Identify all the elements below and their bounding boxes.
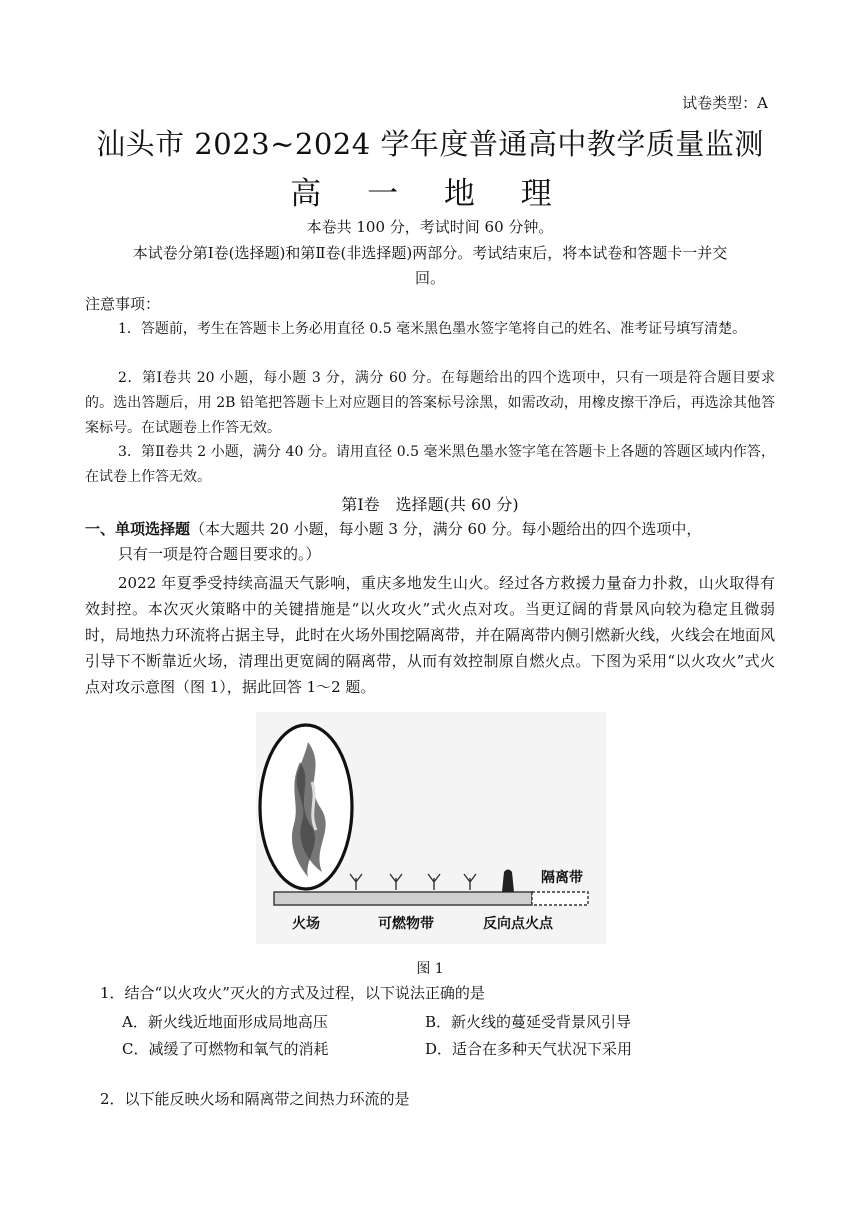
question-1-option-c: C．减缓了可燃物和氧气的消耗: [122, 1040, 329, 1058]
question-type-desc: （本大题共 20 小题，每小题 3 分，满分 60 分。每小题给出的四个选项中，: [190, 520, 702, 538]
figure-caption: 图 1: [416, 961, 444, 977]
ground-bar: [274, 892, 532, 905]
parts-line-1: 本试卷分第Ⅰ卷(选择题)和第Ⅱ卷(非选择题)两部分。考试结束后，将本试卷和答题卡一并交: [132, 244, 728, 262]
notes-item-3: 3．第Ⅱ卷共 2 小题，满分 40 分。请用直径 0.5 毫米黑色墨水签字笔在答题卡上各题的答题区域内作答，在试卷上作答无效。: [85, 444, 775, 485]
exam-title: 汕头市 2023~2024 学年度普通高中教学质量监测: [96, 127, 764, 161]
paper-type-label: 试卷类型：A: [682, 94, 768, 112]
parts-line-2: 回。: [414, 269, 445, 287]
question-1-stem: 1．结合“以火攻火”灭火的方式及过程，以下说法正确的是: [100, 984, 485, 1002]
question-1-option-d: D．适合在多种天气状况下采用: [425, 1040, 633, 1058]
firebreak-bar: [532, 892, 588, 905]
figure-1-diagram: [256, 712, 606, 944]
question-type-desc-2: 只有一项是符合题目要求的。）: [118, 545, 321, 563]
question-1-option-b: B．新火线的蔓延受背景风引导: [425, 1013, 632, 1031]
notes-heading: 注意事项：: [85, 295, 161, 313]
label-fire-site: 火场: [292, 916, 320, 932]
figure-1: [256, 712, 606, 944]
question-2-stem: 2．以下能反映火场和隔离带之间热力环流的是: [100, 1090, 410, 1108]
question-type-label: 一、单项选择题: [85, 520, 191, 538]
question-type-line: [85, 518, 775, 541]
notes-item-1: 1．答题前，考生在答题卡上务必用直径 0.5 毫米黑色墨水签字笔将自己的姓名、准考证号填写清楚。: [118, 321, 747, 337]
label-fuel-belt: 可燃物带: [378, 916, 434, 932]
section-heading: 第Ⅰ卷 选择题(共 60 分): [341, 495, 519, 514]
reading-passage: 2022 年夏季受持续高温天气影响，重庆多地发生山火。经过各方救援力量奋力扑救，山火取得有效封控。本次灭火策略中的关键措施是“以火攻火”式火点对攻。当更辽阔的背景风向较为稳定且微弱时，局地热力环流将占据主导，此时在火场外围挖隔离带，并在隔离带内侧引燃新火线，火线会在地面风引导下不断靠近火场，清理出更宽阔的隔离带，从而有效控制原自燃火点。下图为采用“以火攻火”式火点对攻示意图（图 1），据此回答 1～2 题。: [85, 574, 776, 696]
notes-item-2: 2．第Ⅰ卷共 20 小题，每小题 3 分，满分 60 分。在每题给出的四个选项中，只有一项是符合题目要求的。选出答题后，用 2B 铅笔把答题卡上对应题目的答案标号涂黑，如需改动，用橡皮擦干净后，再选涂其他答案标号。在试题卷上作答无效。: [85, 370, 775, 436]
question-1-option-a: A．新火线近地面形成局地高压: [122, 1013, 328, 1031]
score-time-line: 本卷共 100 分，考试时间 60 分钟。: [306, 218, 554, 236]
label-backfire: 反向点火点: [483, 916, 553, 932]
label-firebreak: 隔离带: [541, 870, 583, 886]
subject-title: 高 一 地 理: [290, 176, 570, 212]
